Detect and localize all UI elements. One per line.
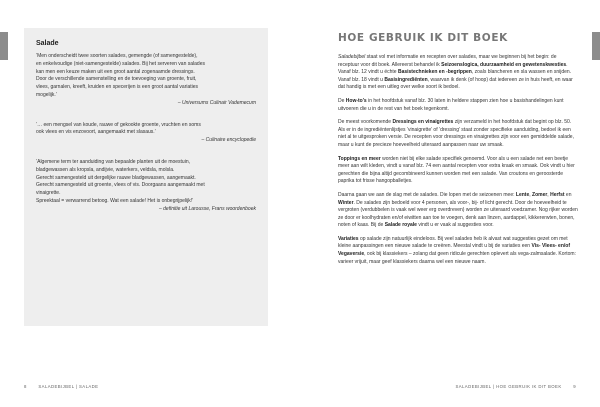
box-title: Salade — [36, 40, 59, 47]
paragraph — [338, 54, 578, 92]
quote-line: vlees, garnalen, kreeft, kruiden en specerijen is een groot aantal variaties — [36, 84, 199, 91]
quote-line: en enkelvoudige (niet-samengestelde) salades. Bij het serveren van salades — [36, 60, 205, 67]
quote-line: Door de verschillende samenstelling en de toevoeging van groente, fruit, — [36, 76, 197, 83]
bold-term: Seizoenslogica, duurzaamheid en gewetenskwesties — [441, 61, 567, 68]
text-run: zijn verzameld in het hoofdstuk dat begint op blz. 50. Als er in de ingrediëntenlijstjes ‘vinaigrette’ of ‘dressing’ staat zonder specifieke aanduiding, bedoel ik een niet al te uitgesproken versie. De recepten voor dressings en vinaigrettes zijn voor een gemiddelde salade, maar u kunt de precieze hoeveelheid uiteraard aanpassen naar uw smaak. — [338, 119, 574, 148]
quote-attribution: – Universums Culinair Vademecum — [177, 99, 256, 106]
bold-term: Lente — [515, 191, 530, 198]
text-run: Daarna gaan we aan de slag met de salades. Die lopen met de seizoenen mee: — [338, 191, 516, 198]
footer-right — [455, 384, 576, 389]
bold-term: Zomer — [532, 191, 548, 198]
text-run: . Vanaf blz. 12 vindt u échte — [338, 61, 568, 76]
text-run: , zoals blancheren en sla wassen en snijden. Vanaf blz. 18 vindt u — [338, 69, 572, 83]
quote-line: bladgewassen als kropsla, andijvie, waterkers, veldsla, molsla. — [36, 166, 175, 173]
page-number: 8 — [24, 384, 27, 389]
text-run: . De salades zijn bedoeld voor 4 personen, als voor-, bij- of licht gerecht. Door de hoeveelheid te vergroten (verdubbelen is vaak wel weer erg overdreven) worden ze uiteraard voedzamer. Nog rijker worden ze door er koolhydraten en/of eiwitten aan toe te voegen, denk aan linzen, aardappel, kikkererwten, bonen, noten of kaas. Bij de — [338, 199, 578, 229]
quote-line: ‘Men onderscheidt twee soorten salades, gemengde (of samengestelde), — [36, 53, 198, 59]
paragraph — [338, 236, 578, 266]
text-run: vindt u er vaak al suggesties voor. — [416, 222, 494, 229]
quote-line: kan men een keuze maken uit een groot aantal zogenaamde dressings. — [36, 68, 195, 75]
quote-2 — [36, 122, 256, 145]
text-run: , — [529, 191, 533, 198]
quote-attribution: – definitie uit Larousse, Frans woordenboek — [158, 205, 256, 212]
running-head: SALADEBIJBEL | HOE GEBRUIK IK DIT BOEK — [455, 384, 562, 389]
bold-term: Basistechnieken en -begrippen — [397, 69, 472, 76]
paragraph — [338, 156, 578, 186]
bold-term: Winter — [338, 199, 354, 206]
quote-line: ook vlees en vis enzovoort, aangemaakt met slasaus.’ — [36, 129, 156, 136]
quote-1 — [36, 53, 256, 108]
bold-term: Herfst — [550, 191, 565, 198]
bold-term: Toppings en meer — [338, 155, 381, 162]
running-head: SALADEBIJBEL | SALADE — [38, 384, 99, 389]
page-title: HOE GEBRUIK IK DIT BOEK — [338, 32, 508, 44]
quote-box — [24, 28, 268, 326]
text-run: staat vol met informatie en recepten over salades, maar we beginnen bij het begin: de receptuur voor dit boek. Allereerst behandel ik — [338, 54, 557, 68]
page-number: 9 — [573, 384, 576, 389]
text-run: in het hoofdstuk vanaf blz. 30 laten in heldere stappen zien hoe u basishandelingen kunt uitvoeren die u in de rest van het boek tegenkomt. — [338, 97, 564, 112]
quote-line: Gerecht samengesteld uit dergelijke rauwe bladgewassen, aangemaakt. — [36, 174, 196, 181]
bold-term: Salade royale — [384, 222, 417, 229]
quote-line: ‘Algemene term ter aanduiding van bepaalde planten uit de moestuin, — [36, 158, 190, 165]
paragraph — [338, 98, 578, 113]
quote-line: Gerecht samengesteld uit groente, vlees of vis. Doorgaans aangemaakt met — [36, 182, 205, 189]
left-page — [24, 28, 292, 368]
bold-term: Basisingrediënten — [384, 76, 428, 83]
quote-line: vinaigrette. — [36, 190, 61, 197]
text-run: De — [338, 97, 346, 104]
thumb-tab-right — [592, 32, 600, 60]
bold-term: Variaties — [338, 235, 359, 242]
text-run: De meest voorkomende — [338, 119, 393, 126]
bold-term: How-to’s — [345, 97, 367, 104]
text-run: en — [564, 191, 572, 198]
quote-line: ‘… een mengsel van koude, rauwe of gekookte groente, vruchten en soms — [36, 121, 201, 128]
quote-3 — [36, 159, 256, 214]
right-page — [338, 28, 578, 368]
italic-term: Saladebijbel — [338, 54, 366, 60]
paragraph — [338, 192, 578, 230]
footer-left — [24, 384, 98, 389]
text-run: , — [547, 191, 551, 198]
thumb-tab-left — [0, 32, 8, 60]
text-run: , ook bij klassiekers – zolang dat geen ridicule gerechten oplevert als vega-zalmsalade. Kortom: varieer vrijuit, maar geef klassiekers daarna wel een nieuwe naam. — [338, 251, 576, 265]
text-run: op salade zijn natuurlijk eindeloos. Bij veel salades heb ik alvast wat suggesties gezet om met kleine aanpassingen een nieuwe salade te creëren. Meestal vindt u bij de variaties een — [338, 235, 568, 250]
paragraph — [338, 119, 578, 149]
quote-line: mogelijk.’ — [36, 91, 57, 98]
quote-attribution: – Culinaire encyclopedie — [201, 137, 256, 144]
text-run: , waarvan ik denk (of hoop) dat iedereen ze in huis heeft, en waar dat handig is met een uitleg over welke soort ik bedoel. — [338, 76, 573, 91]
text-run: worden niet bij elke salade specifiek genoemd. Voor als u een salade net een beetje meer aan wilt kleden, vindt u vanaf blz. 74 een aantal recepten voor extra kraak en smaak. Ook vindt u hier gerechten die bijna altijd gecombineerd kunnen worden met een salade. Van croutons en geroosterde paprika tot frisse hangopballetjes. — [338, 155, 575, 185]
bold-term: Vis- Vlees- en/of Vegaversie — [338, 243, 571, 258]
bold-term: Dressings en vinaigrettes — [392, 119, 454, 126]
quote-line: Spreektaal = verwarrend betoog. Wat een salade! Het is onbegrijpelijk!’ — [36, 197, 194, 204]
